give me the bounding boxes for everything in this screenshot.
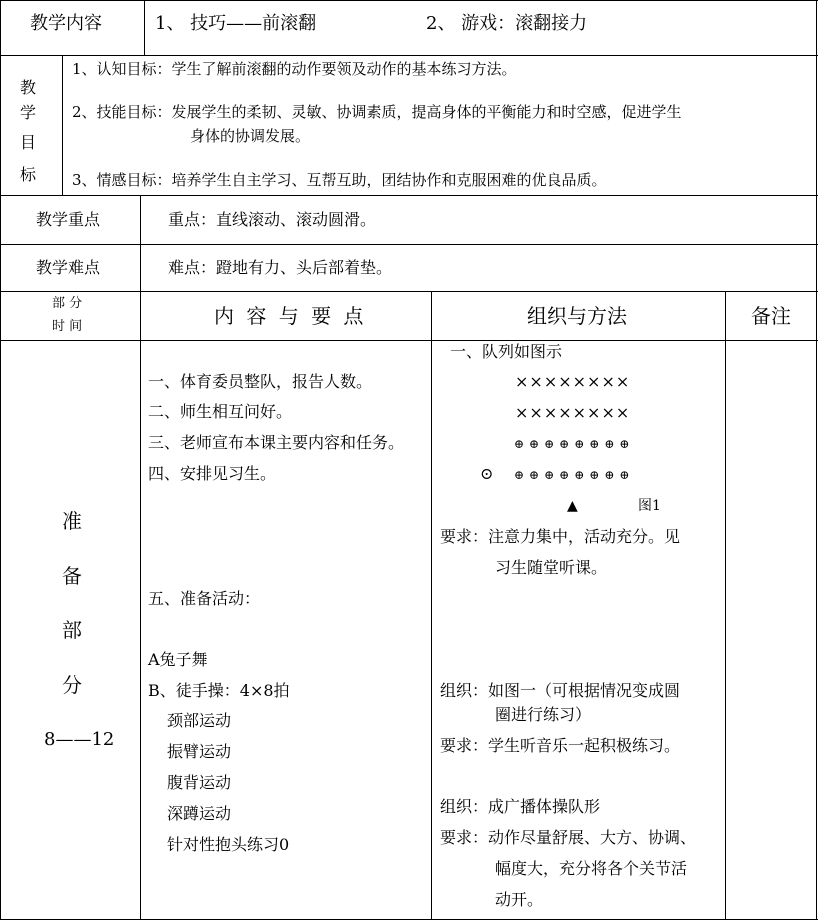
rule-header-bottom <box>0 55 818 56</box>
key-point-text: 重点：直线滚动、滚动圆滑。 <box>168 210 377 229</box>
requirement-3-line1: 要求：动作尽量舒展、大方、协调、 <box>440 828 697 847</box>
content-item: 二、师生相互问好。 <box>148 402 293 421</box>
column-note-label: 备注 <box>751 304 791 328</box>
rule-table-header-bottom <box>0 340 818 341</box>
difficulty-label: 教学难点 <box>36 258 101 277</box>
formation-title: 一、队列如图示 <box>450 342 563 361</box>
goal-cognitive: 1、认知目标：学生了解前滚翻的动作要领及动作的基本练习方法。 <box>72 60 517 78</box>
column-content-label: 内 容 与 要 点 <box>214 304 367 328</box>
content-item-2: 2、 游戏：滚翻接力 <box>426 13 588 34</box>
goals-label-char-2: 学 <box>20 103 37 122</box>
observer-symbol: ⊙ <box>480 464 494 483</box>
prep-part-char-3: 部 <box>62 618 82 642</box>
organization-2: 组织：成广播体操队形 <box>440 797 601 816</box>
column-time-label: 时 间 <box>52 319 83 334</box>
formation-row-x: ×××××××× <box>515 372 631 391</box>
exercise-item: 针对性抱头练习0 <box>167 835 290 854</box>
content-item: 四、安排见习生。 <box>148 464 277 483</box>
rule-header-divider <box>144 0 145 55</box>
rule-goals-bottom <box>0 195 818 196</box>
activity-b: B、徒手操：4×8拍 <box>148 681 290 700</box>
goals-label-char-1: 教 <box>20 78 37 97</box>
prep-part-char-4: 分 <box>62 673 82 697</box>
rule-col3 <box>725 291 726 920</box>
column-method-label: 组织与方法 <box>527 304 627 328</box>
formation-row-o: ⊕⊕⊕⊕⊕⊕⊕⊕ <box>514 437 635 451</box>
figure-label: 图1 <box>638 498 661 514</box>
exercise-item: 腹背运动 <box>167 773 232 792</box>
teacher-symbol: ▲ <box>567 498 578 514</box>
formation-row-x: ×××××××× <box>515 403 631 422</box>
activity-a: A兔子舞 <box>148 650 208 669</box>
goal-emotional: 3、情感目标：培养学生自主学习、互帮互助，团结协作和克服困难的优良品质。 <box>72 171 607 189</box>
difficulty-text: 难点：蹬地有力、头后部着垫。 <box>168 258 393 277</box>
exercise-item: 深蹲运动 <box>167 804 232 823</box>
content-item: 三、老师宣布本课主要内容和任务。 <box>148 433 405 452</box>
activities-title: 五、准备活动： <box>148 589 261 608</box>
requirement-2: 要求：学生听音乐一起积极练习。 <box>440 736 681 755</box>
organization-1-line1: 组织：如图一（可根据情况变成圆 <box>440 681 681 700</box>
rule-goals-divider <box>62 55 63 195</box>
requirement-1-line2: 习生随堂听课。 <box>495 558 608 577</box>
requirement-3-line2: 幅度大，充分将各个关节活 <box>495 859 688 878</box>
requirement-1-line1: 要求：注意力集中，活动充分。见 <box>440 527 681 546</box>
rule-keypoint-bottom <box>0 244 818 245</box>
content-item-1: 1、 技巧——前滚翻 <box>155 13 317 34</box>
exercise-item: 振臂运动 <box>167 742 232 761</box>
key-point-label: 教学重点 <box>36 210 101 229</box>
goal-skill-line2: 身体的协调发展。 <box>190 127 311 145</box>
rule-col2 <box>431 291 432 920</box>
column-part-label: 部 分 <box>52 296 83 311</box>
rule-top <box>0 0 818 1</box>
goals-label-char-4: 标 <box>20 165 37 184</box>
goals-label-char-3: 目 <box>20 133 37 152</box>
teaching-content-label: 教学内容 <box>30 13 102 34</box>
rule-bottom <box>0 919 818 920</box>
prep-part-char-1: 准 <box>62 509 82 533</box>
rule-left <box>0 0 1 920</box>
prep-part-char-2: 备 <box>62 564 82 588</box>
formation-row-o: ⊕⊕⊕⊕⊕⊕⊕⊕ <box>514 468 635 482</box>
content-item: 一、体育委员整队，报告人数。 <box>148 372 373 391</box>
prep-time: 8——12 <box>44 729 115 750</box>
goal-skill-line1: 2、技能目标：发展学生的柔韧、灵敏、协调素质，提高身体的平衡能力和时空感，促进学生 <box>72 103 682 121</box>
rule-right <box>816 0 817 920</box>
rule-col1 <box>140 195 141 920</box>
organization-1-line2: 圈进行练习） <box>495 705 592 724</box>
requirement-3-line3: 动开。 <box>495 890 544 909</box>
rule-difficulty-bottom <box>0 291 818 292</box>
exercise-item: 颈部运动 <box>167 711 232 730</box>
